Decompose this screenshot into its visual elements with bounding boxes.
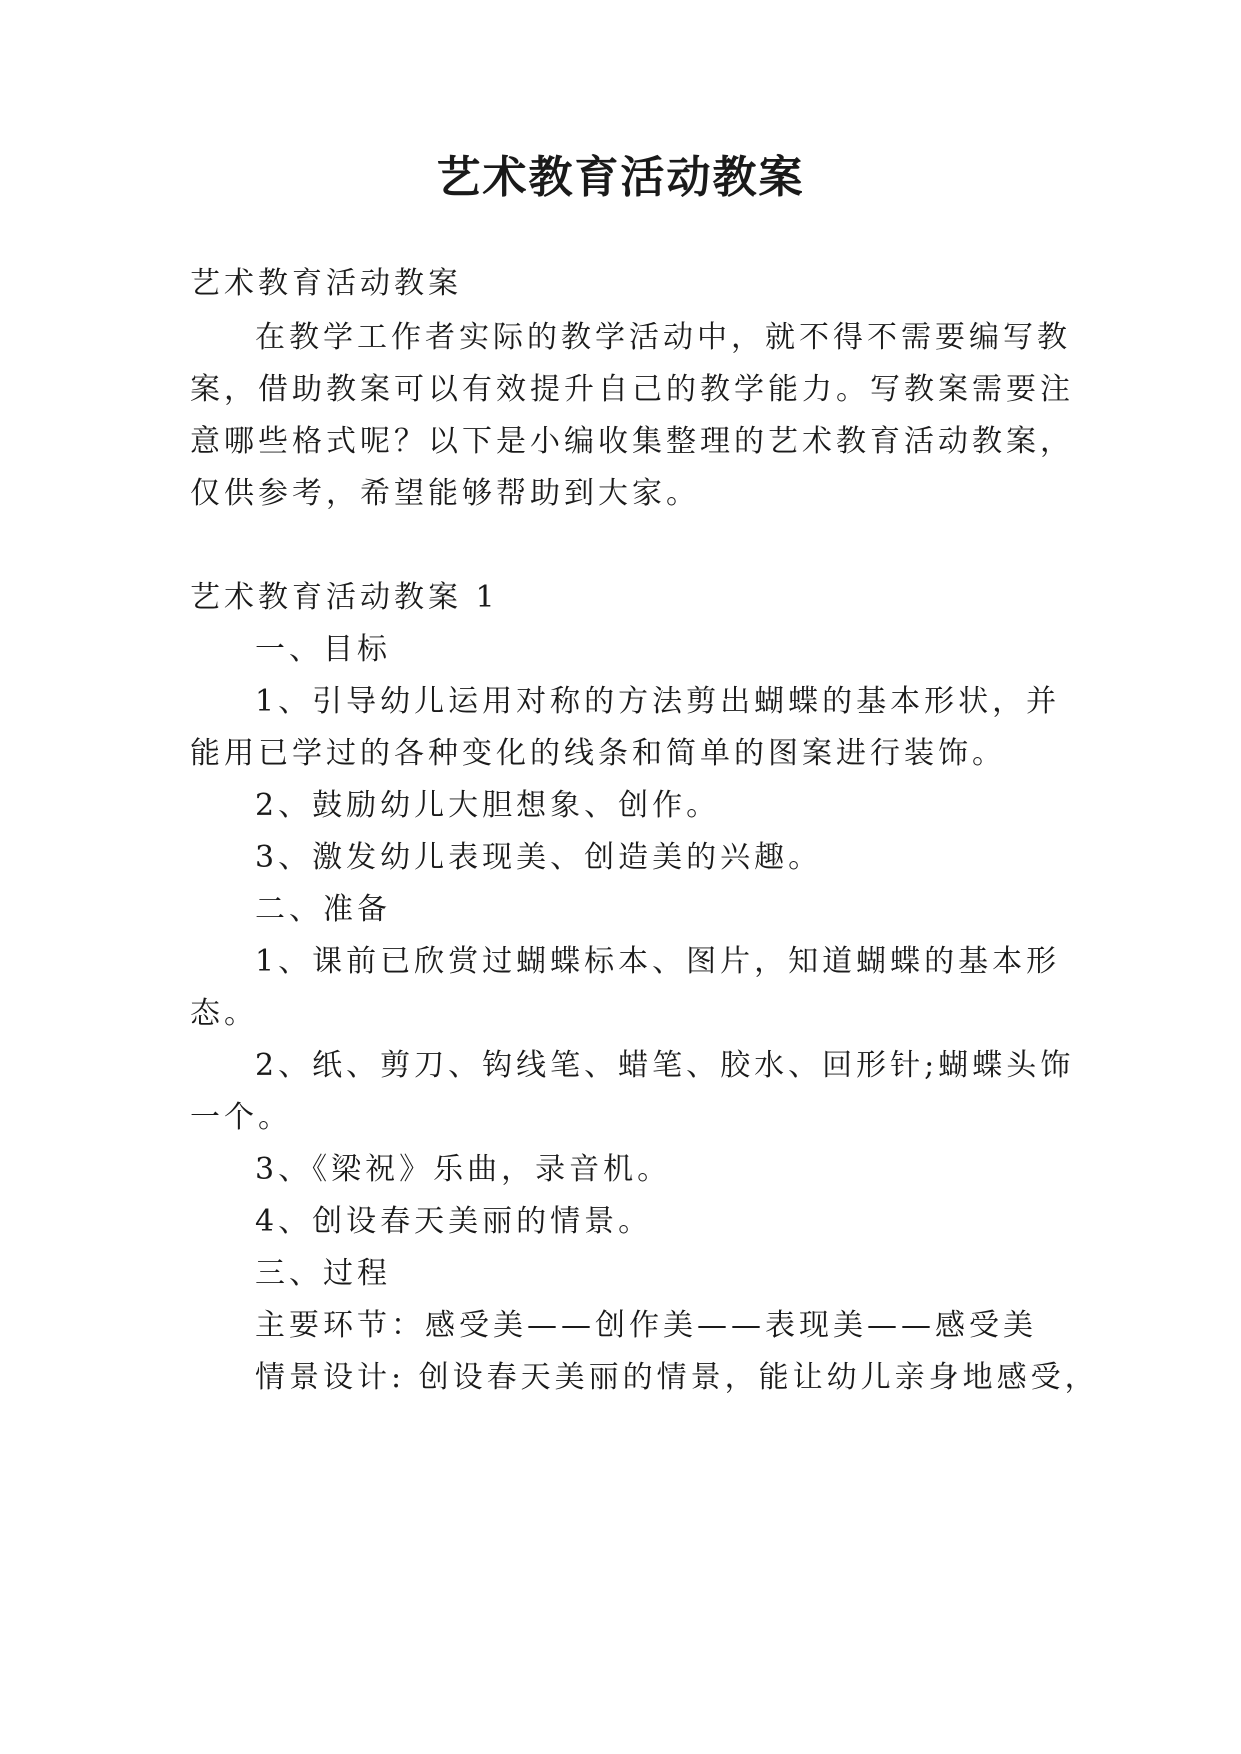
prep-3: 3、《梁祝》乐曲，录音机。: [255, 1152, 672, 1187]
goal-3: 3、激发幼儿表现美、创造美的兴趣。: [255, 840, 823, 875]
section-heading: 艺术教育活动教案 1: [190, 580, 499, 615]
document-subtitle: 艺术教育活动教案: [190, 266, 462, 301]
intro-line-1: 在教学工作者实际的教学活动中，就不得不需要编写教: [255, 320, 1071, 355]
process-heading: 三、过程: [255, 1256, 391, 1291]
prep-2-line-1: 2、纸、剪刀、钩线笔、蜡笔、胶水、回形针;蝴蝶头饰: [255, 1048, 1075, 1083]
goals-heading: 一、目标: [255, 632, 391, 667]
intro-line-3: 意哪些格式呢？以下是小编收集整理的艺术教育活动教案，: [190, 424, 1074, 459]
intro-line-4: 仅供参考，希望能够帮助到大家。: [190, 476, 700, 511]
intro-line-2: 案，借助教案可以有效提升自己的教学能力。写教案需要注: [190, 372, 1074, 407]
document-title: 艺术教育活动教案: [436, 152, 805, 203]
prep-2-line-2: 一个。: [190, 1100, 292, 1135]
goal-1-line-2: 能用已学过的各种变化的线条和简单的图案进行装饰。: [190, 736, 1006, 771]
goal-1-line-1: 1、引导幼儿运用对称的方法剪出蝴蝶的基本形状，并: [255, 684, 1061, 719]
prep-1-line-2: 态。: [190, 996, 258, 1031]
goal-2: 2、鼓励幼儿大胆想象、创作。: [255, 788, 721, 823]
scenario-design: 情景设计: 创设春天美丽的情景，能让幼儿亲身地感受，: [255, 1360, 1099, 1395]
prep-heading: 二、准备: [255, 892, 391, 927]
prep-1-line-1: 1、课前已欣赏过蝴蝶标本、图片，知道蝴蝶的基本形: [255, 944, 1061, 979]
prep-4: 4、创设春天美丽的情景。: [255, 1204, 653, 1239]
main-steps: 主要环节：感受美——创作美——表现美——感受美: [255, 1308, 1037, 1343]
